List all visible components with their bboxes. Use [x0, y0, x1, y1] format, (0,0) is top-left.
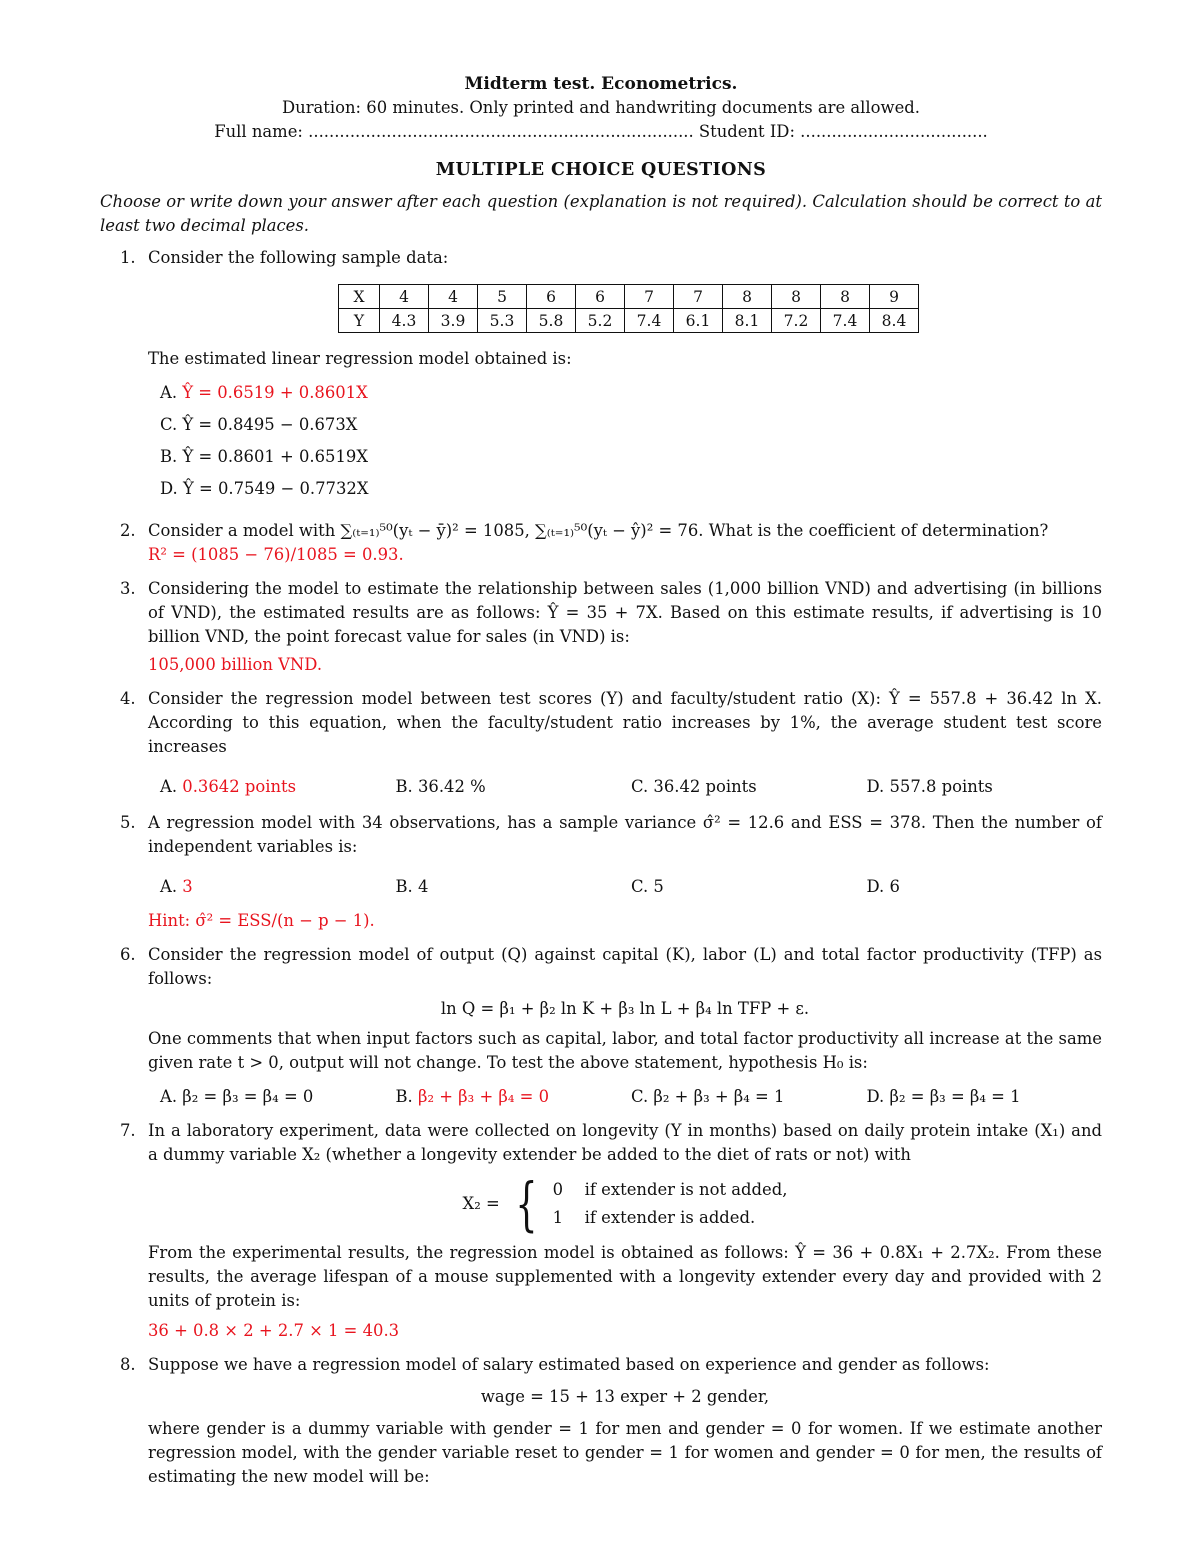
table-cell: 6.1 [674, 309, 723, 333]
question-1 [100, 246, 1102, 509]
question-4 [100, 687, 1102, 807]
option-text: 4 [417, 877, 429, 896]
section-title: MULTIPLE CHOICE QUESTIONS [435, 160, 767, 180]
hint-text: Hint: σ̂² = ESS/(n − p − 1). [148, 911, 375, 930]
question-text: Suppose we have a regression model of salary estimated based on experience and gender as follows: [148, 1355, 990, 1374]
option-text: Ŷ = 0.6519 + 0.8601X [182, 383, 368, 402]
question-number: 7. [120, 1121, 136, 1140]
question-text: Considering the model to estimate the relationship between sales (1,000 billion VND) and advertising (in billions of VND), the estimated results are as follows: Ŷ = 35 + 7X. Based on this estimate results, if advertising is 10 billion VND, the point forecast value for sales (in VND) is: [148, 579, 1102, 646]
option-c[interactable]: C. Ŷ = 0.8495 − 0.673X [160, 415, 358, 434]
question-text-continued: From the experimental results, the regression model is obtained as follows: Ŷ = 36 + 0.8X₁ + 2.7X₂. From these results, the average lifespan of a mouse supplemented with a longevity extender every day and provided with 2 units of protein is: [148, 1243, 1102, 1310]
question-number: 6. [120, 945, 136, 964]
table-header-x: X [339, 285, 380, 309]
option-b[interactable]: B. 4 [395, 877, 429, 896]
answer-text: 36 + 0.8 × 2 + 2.7 × 1 = 40.3 [148, 1321, 400, 1340]
option-text: 6 [889, 877, 900, 896]
option-c[interactable]: C. 36.42 points [631, 777, 757, 796]
table-cell: 8 [723, 285, 772, 309]
table-cell: 8.1 [723, 309, 772, 333]
option-b[interactable]: B. Ŷ = 0.8601 + 0.6519X [160, 447, 368, 466]
option-text: β₂ + β₃ + β₄ = 0 [417, 1087, 550, 1106]
option-text: β₂ + β₃ + β₄ = 1 [653, 1087, 785, 1106]
question-text: Consider the following sample data: [148, 248, 449, 267]
table-cell: 7.4 [625, 309, 674, 333]
question-number: 4. [120, 689, 136, 708]
table-cell: 5 [478, 285, 527, 309]
question-text: In a laboratory experiment, data were collected on longevity (Y in months) based on daily protein intake (X₁) and a dummy variable X₂ (whether a longevity extender be added to the diet of rats or not) with [148, 1121, 1102, 1164]
table-cell: 6 [576, 285, 625, 309]
table-cell: 8.4 [870, 309, 919, 333]
question-number: 8. [120, 1355, 136, 1374]
options-list [160, 875, 1102, 907]
table-cell: 8 [821, 285, 870, 309]
table-cell: 3.9 [429, 309, 478, 333]
option-b[interactable]: B. 36.42 % [395, 777, 486, 796]
table-cell: 5.8 [527, 309, 576, 333]
option-text: Ŷ = 0.7549 − 0.7732X [183, 479, 369, 498]
model-equation: ln Q = β₁ + β₂ ln K + β₃ ln L + β₄ ln TFP + ε. [440, 999, 810, 1018]
question-number: 1. [120, 248, 136, 267]
answer-text: R² = (1085 − 76)/1085 = 0.93. [148, 545, 404, 564]
table-cell: 7 [674, 285, 723, 309]
option-text: 3 [182, 877, 193, 896]
table-cell: 7.2 [772, 309, 821, 333]
question-text-continued: One comments that when input factors such as capital, labor, and total factor productivity all increase at the same given rate t > 0, output will not change. To test the above statement, hypothesis H₀ is: [148, 1029, 1102, 1072]
question-6 [100, 943, 1102, 1117]
table-cell: 6 [527, 285, 576, 309]
option-text: 0.3642 points [182, 777, 296, 796]
table-cell: 5.2 [576, 309, 625, 333]
question-7 [100, 1119, 1102, 1343]
question-text-continued: where gender is a dummy variable with gender = 1 for men and gender = 0 for women. If we estimate another regression model, with the gender variable reset to gender = 1 for women and gender = 0 for men, the results of estimating the new model will be: [148, 1419, 1102, 1486]
option-text: 557.8 points [889, 777, 993, 796]
table-row-x [339, 285, 919, 309]
piecewise-definition [148, 1170, 1102, 1238]
option-d[interactable]: D. β₂ = β₃ = β₄ = 1 [866, 1087, 1021, 1106]
question-prompt: The estimated linear regression model obtained is: [148, 349, 572, 368]
option-text: Ŷ = 0.8601 + 0.6519X [182, 447, 368, 466]
option-b[interactable]: B. β₂ + β₃ + β₄ = 0 [395, 1087, 550, 1106]
question-number: 3. [120, 579, 136, 598]
case-row: 1 if extender is added. [552, 1208, 756, 1227]
question-text: Consider a model with ∑₍ₜ₌₁₎⁵⁰(yₜ − ȳ)² = 1085, ∑₍ₜ₌₁₎⁵⁰(yₜ − ŷ)² = 76. What is the coefficient of determination? [148, 521, 1049, 540]
question-text: Consider the regression model between test scores (Y) and faculty/student ratio (X): Ŷ = 557.8 + 36.42 ln X. According to this equation, when the faculty/student ratio increases by 1%, the average student test score increases [148, 689, 1102, 756]
table-row-y [339, 309, 919, 333]
sample-data-table [338, 284, 919, 333]
table-cell: 7.4 [821, 309, 870, 333]
question-text: Consider the regression model of output (Q) against capital (K), labor (L) and total factor productivity (TFP) as follows: [148, 945, 1102, 988]
piecewise-lhs: X₂ = [462, 1194, 500, 1213]
options-list [160, 381, 1102, 509]
option-a[interactable]: A. 0.3642 points [160, 777, 296, 796]
table-cell: 9 [870, 285, 919, 309]
options-list [160, 1085, 1102, 1117]
table-cell: 8 [772, 285, 821, 309]
option-a[interactable]: A. β₂ = β₃ = β₄ = 0 [160, 1087, 314, 1106]
question-number: 2. [120, 521, 136, 540]
instructions: Choose or write down your answer after each question (explanation is not required). Calculation should be correct to at least two decimal places. [100, 192, 1102, 235]
option-text: Ŷ = 0.8495 − 0.673X [182, 415, 358, 434]
question-text: A regression model with 34 observations, has a sample variance σ̂² = 12.6 and ESS = 378. Then the number of independent variables is: [148, 813, 1102, 856]
table-cell: 4.3 [380, 309, 429, 333]
option-text: 5 [653, 877, 664, 896]
options-list [160, 775, 1102, 807]
table-cell: 4 [429, 285, 478, 309]
name-id-line: Full name: .......................................................................... Student ID: .................................... [214, 122, 988, 141]
piecewise-cases [553, 1176, 788, 1232]
table-cell: 5.3 [478, 309, 527, 333]
case-row: 0 if extender is not added, [552, 1180, 788, 1199]
table-cell: 4 [380, 285, 429, 309]
option-text: β₂ = β₃ = β₄ = 1 [889, 1087, 1021, 1106]
option-c[interactable]: C. β₂ + β₃ + β₄ = 1 [631, 1087, 785, 1106]
question-5 [100, 811, 1102, 933]
question-8 [100, 1353, 1102, 1489]
option-text: β₂ = β₃ = β₄ = 0 [182, 1087, 314, 1106]
question-3 [100, 577, 1102, 677]
table-cell: 7 [625, 285, 674, 309]
option-text: 36.42 points [653, 777, 757, 796]
option-c[interactable]: C. 5 [631, 877, 664, 896]
option-a[interactable]: A. Ŷ = 0.6519 + 0.8601X [160, 383, 368, 402]
left-brace-icon: { [515, 1170, 538, 1238]
option-a[interactable]: A. 3 [160, 877, 193, 896]
question-number: 5. [120, 813, 136, 832]
question-2 [100, 519, 1102, 567]
option-d[interactable]: D. 557.8 points [866, 777, 993, 796]
option-text: 36.42 % [417, 777, 486, 796]
wage-equation: wage = 15 + 13 exper + 2 gender, [480, 1387, 770, 1406]
table-header-y: Y [339, 309, 380, 333]
option-d[interactable]: D. 6 [866, 877, 900, 896]
exam-title: Midterm test. Econometrics. [464, 74, 738, 94]
exam-page [100, 72, 1102, 1489]
answer-text: 105,000 billion VND. [148, 655, 323, 674]
option-d[interactable]: D. Ŷ = 0.7549 − 0.7732X [160, 479, 369, 498]
duration-line: Duration: 60 minutes. Only printed and handwriting documents are allowed. [282, 98, 920, 117]
